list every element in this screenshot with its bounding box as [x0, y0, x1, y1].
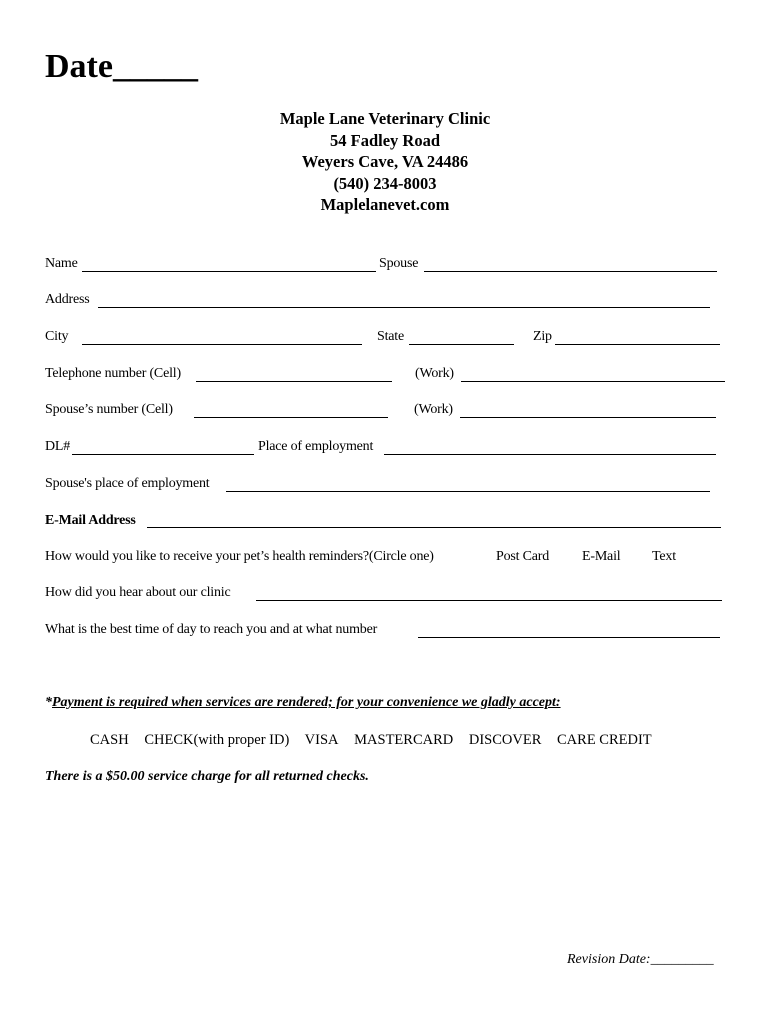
city-field[interactable]	[82, 344, 362, 345]
payment-asterisk: *	[45, 695, 52, 710]
spouse-work-label: (Work)	[414, 402, 453, 417]
telephone-work-label: (Work)	[415, 366, 454, 381]
spouse-label: Spouse	[379, 256, 419, 271]
payment-heading-text: Payment is required when services are rendered; for your convenience we gladly accept:	[52, 695, 561, 710]
revision-date: Revision Date:_________	[567, 952, 714, 967]
city-label: City	[45, 329, 69, 344]
email-field[interactable]	[147, 527, 721, 528]
email-label: E-Mail Address	[45, 513, 136, 528]
payment-method-mastercard: MASTERCARD	[354, 732, 454, 748]
name-label: Name	[45, 256, 78, 271]
spouse-cell-label: Spouse’s number (Cell)	[45, 402, 173, 417]
address-field[interactable]	[98, 307, 710, 308]
state-label: State	[377, 329, 404, 344]
reminder-option-email[interactable]: E-Mail	[582, 549, 621, 564]
returned-check-note: There is a $50.00 service charge for all returned checks.	[45, 769, 369, 784]
employment-label: Place of employment	[258, 439, 374, 454]
hear-about-label: How did you hear about our clinic	[45, 585, 231, 600]
reminder-option-post-card[interactable]: Post Card	[496, 549, 550, 564]
spouse-field[interactable]	[424, 271, 717, 272]
address-label: Address	[45, 292, 90, 307]
clinic-header	[0, 108, 770, 216]
dl-label: DL#	[45, 439, 71, 454]
clinic-website: Maplelanevet.com	[320, 195, 450, 214]
spouse-work-field[interactable]	[460, 417, 716, 418]
reminders-question: How would you like to receive your pet’s health reminders?(Circle one)	[45, 549, 434, 564]
best-time-field[interactable]	[418, 637, 720, 638]
name-field[interactable]	[82, 271, 376, 272]
spouse-employment-field[interactable]	[226, 491, 710, 492]
spouse-cell-field[interactable]	[194, 417, 388, 418]
clinic-name: Maple Lane Veterinary Clinic	[279, 109, 491, 128]
reminder-option-text[interactable]: Text	[652, 549, 676, 564]
date-heading: Date_____	[45, 48, 198, 85]
telephone-work-field[interactable]	[461, 381, 725, 382]
state-field[interactable]	[409, 344, 514, 345]
payment-method-discover: DISCOVER	[468, 732, 542, 748]
clinic-street: 54 Fadley Road	[329, 130, 440, 150]
clinic-city-state-zip: Weyers Cave, VA 24486	[301, 152, 469, 171]
best-time-label: What is the best time of day to reach you and at what number	[45, 622, 378, 637]
payment-method-visa: VISA	[304, 732, 339, 748]
payment-method-cash: CASH	[90, 732, 129, 748]
payment-method-check: CHECK(with proper ID)	[144, 732, 290, 748]
telephone-cell-field[interactable]	[196, 381, 392, 382]
hear-about-field[interactable]	[256, 600, 722, 601]
payment-methods	[90, 732, 664, 749]
telephone-cell-label: Telephone number (Cell)	[45, 366, 181, 381]
clinic-phone: (540) 234-8003	[333, 173, 437, 193]
payment-method-care-credit: CARE CREDIT	[557, 732, 652, 748]
dl-field[interactable]	[72, 454, 254, 455]
zip-label: Zip	[533, 329, 552, 344]
spouse-employment-label: Spouse's place of employment	[45, 476, 210, 491]
employment-field[interactable]	[384, 454, 716, 455]
payment-heading	[45, 695, 561, 711]
zip-field[interactable]	[555, 344, 720, 345]
